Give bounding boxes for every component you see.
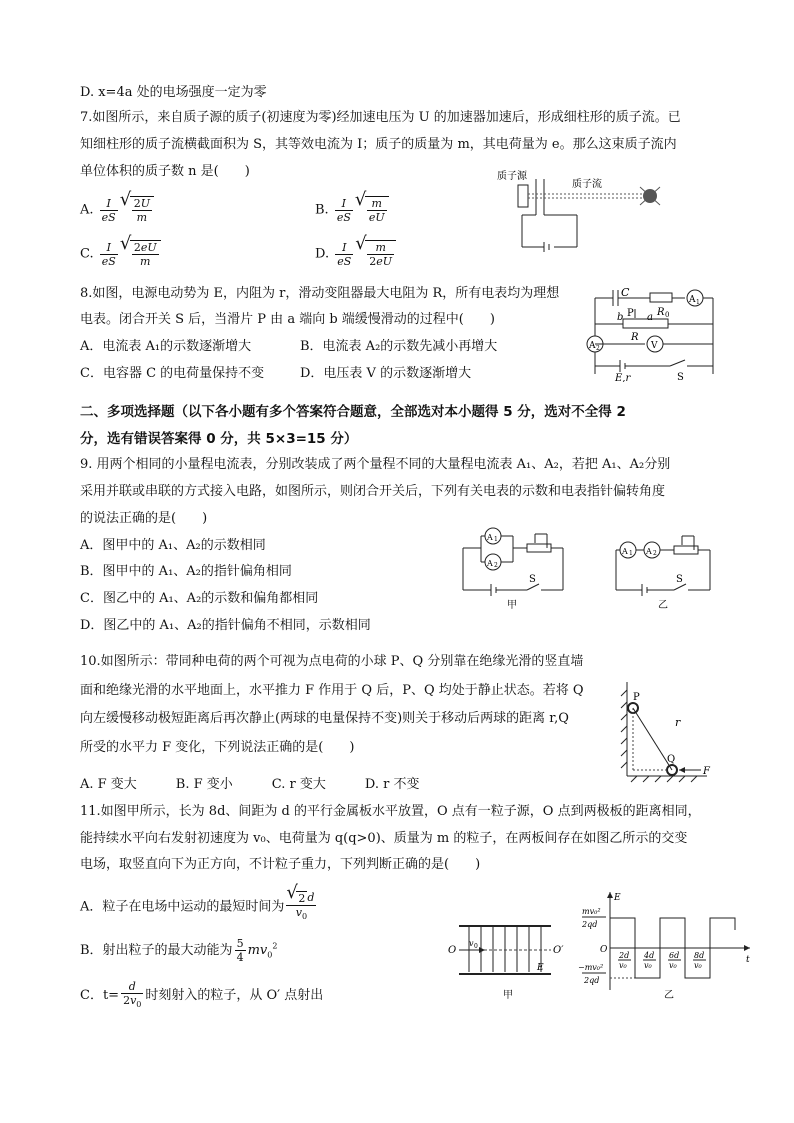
q9-figure-yi [608, 520, 723, 610]
svg-text:t: t [746, 955, 750, 965]
q11-line1: 11.如图甲所示，长为 8d、间距为 d 的平行金属板水平放置，O 点有一粒子源，O 点到两极板的距离相同， [80, 804, 701, 819]
q7-figure [492, 165, 672, 255]
q10-options: A. F 变大 B. F 变小 C. r 变大 D. r 不变 [80, 777, 420, 792]
svg-text:b: b [617, 312, 624, 323]
svg-text:V: V [651, 341, 658, 351]
q8-circuit-figure [585, 284, 725, 382]
svg-text:v₀: v₀ [619, 961, 627, 970]
svg-text:1: 1 [696, 299, 700, 306]
svg-text:0: 0 [474, 943, 478, 950]
svg-text:A: A [589, 341, 596, 351]
svg-text:A: A [622, 547, 628, 556]
q10-line3: 向左缓慢移动极短距离后再次静止(两球的电量保持不变)则关于移动后两球的距离 r,Q [80, 711, 569, 726]
svg-text:S: S [676, 574, 683, 585]
q9-option-c: C．图乙中的 A₁、A₂的示数和偏角都相同 [80, 591, 319, 606]
svg-text:v₀: v₀ [644, 961, 652, 970]
svg-text:E: E [614, 893, 621, 903]
svg-text:O: O [448, 945, 457, 956]
svg-text:r: r [675, 716, 681, 729]
q9-line1: 9. 用两个相同的小量程电流表，分别改装成了两个量程不同的大量程电流表 A₁、A₂，若把 A₁、A₂分别 [80, 457, 671, 472]
svg-text:6d: 6d [669, 951, 680, 960]
svg-text:−mv₀²: −mv₀² [578, 963, 604, 972]
svg-text:mv₀²: mv₀² [582, 907, 601, 916]
q9-fig-caption-yi: 乙 [658, 600, 668, 610]
svg-text:A: A [487, 533, 493, 542]
q7-option-a: A. $\frac{I}{eS}$ √ $\frac{2U}{m}$ [80, 196, 154, 224]
q11-option-b: B．射出粒子的最大动能为 $\frac{5}{4}$ $mv_0^2$ [80, 937, 278, 964]
q10-line2: 面和绝缘光滑的水平地面上，水平推力 F 作用于 Q 后，P、Q 均处于静止状态。若将 Q [80, 683, 584, 698]
svg-text:v₀: v₀ [694, 961, 702, 970]
q7-line2: 知细柱形的质子流横截面积为 S，其等效电流为 I；质子的质量为 m，其电荷量为 e。那么这束质子流内 [80, 137, 677, 152]
q9-option-a: A．图甲中的 A₁、A₂的示数相同 [80, 538, 266, 553]
q7-line1: 7.如图所示，来自质子源的质子(初速度为零)经加速电压为 U 的加速器加速后，形成细柱形的质子流。已 [80, 110, 681, 125]
q7-option-b: B. $\frac{I}{eS}$ √ $\frac{m}{eU}$ [315, 196, 389, 224]
q11-fig-caption-yi: 乙 [664, 990, 674, 1000]
svg-text:R: R [631, 332, 639, 343]
q11-option-c: C．t= $\frac{d}{2v_0}$ 时刻射入的粒子，从 O′ 点射出 [80, 980, 324, 1010]
q9-fig-caption-jia: 甲 [507, 600, 517, 610]
svg-text:2qd: 2qd [582, 920, 598, 929]
q9-line2: 采用并联或串联的方式接入电路，如图所示，则闭合开关后，下列有关电表的示数和电表指针偏转角度 [80, 484, 666, 499]
svg-text:v₀: v₀ [669, 961, 677, 970]
q9-figure-jia [455, 520, 575, 610]
svg-text:1: 1 [494, 536, 498, 543]
q8-line2: 电表。闭合开关 S 后，当滑片 P 由 a 端向 b 端缓慢滑动的过程中( ) [80, 312, 495, 327]
q11-figure-yi [578, 890, 756, 1000]
svg-text:2: 2 [494, 562, 498, 569]
svg-text:4d: 4d [644, 951, 655, 960]
q11-fig-caption-jia: 甲 [503, 990, 513, 1001]
svg-text:P: P [627, 308, 634, 319]
q11-line3: 电场，取竖直向下为正方向，不计粒子重力，下列判断正确的是( ) [80, 857, 481, 872]
section2-line2: 分，选有错误答案得 0 分，共 5×3=15 分） [80, 431, 358, 447]
svg-text:R: R [657, 307, 665, 318]
q8-line1: 8.如图，电源电动势为 E，内阻为 r，滑动变阻器最大电阻为 R，所有电表均为理想 [80, 286, 560, 301]
svg-text:0: 0 [665, 311, 670, 319]
svg-text:F: F [703, 766, 710, 777]
q9-line3: 的说法正确的是( ) [80, 511, 208, 526]
svg-text:E,r: E,r [615, 373, 631, 382]
q7-fig-label-flow: 质子流 [572, 179, 602, 190]
svg-text:2: 2 [653, 550, 657, 557]
q8-option-c: C．电容器 C 的电荷量保持不变 [80, 366, 265, 381]
q10-line1: 10.如图所示：带同种电荷的两个可视为点电荷的小球 P、Q 分别靠在绝缘光滑的竖直墙 [80, 654, 584, 669]
svg-text:2qd: 2qd [584, 976, 600, 985]
svg-text:S: S [529, 574, 536, 585]
svg-text:O′: O′ [553, 945, 564, 956]
q7-fig-label-source: 质子源 [497, 171, 527, 182]
svg-text:S: S [677, 372, 684, 382]
svg-text:C: C [621, 286, 630, 299]
section2-line1: 二、多项选择题（以下各小题有多个答案符合题意，全部选对本小题得 5 分，选对不全得 2 [80, 404, 626, 420]
svg-text:a: a [647, 312, 653, 323]
q11-figure-jia [445, 918, 575, 1003]
q7-option-d: D. $\frac{I}{eS}$ √ $\frac{m}{2eU}$ [315, 240, 396, 268]
svg-text:A: A [646, 547, 652, 556]
svg-text:A: A [487, 559, 493, 568]
svg-text:A: A [689, 295, 696, 305]
q11-line2: 能持续水平向右发射初速度为 v₀、电荷量为 q(q>0)、质量为 m 的粒子，在两板间存在如图乙所示的交变 [80, 831, 688, 846]
q8-option-a: A．电流表 A₁的示数逐渐增大 [80, 339, 252, 354]
q7-option-c: C. $\frac{I}{eS}$ √ $\frac{2eU}{m}$ [80, 240, 161, 268]
svg-text:2: 2 [596, 345, 600, 352]
svg-text:2d: 2d [619, 951, 630, 960]
svg-text:v: v [469, 939, 474, 948]
option-d-prev: D. x=4a 处的电场强度一定为零 [80, 85, 267, 100]
svg-text:P: P [633, 692, 640, 703]
svg-text:E: E [537, 963, 544, 973]
q11-option-a: A．粒子在电场中运动的最短时间为 √ $\frac{2 d}{v_0}$ [80, 891, 318, 923]
svg-text:1: 1 [629, 550, 633, 557]
q8-option-b: B．电流表 A₂的示数先减小再增大 [300, 339, 498, 354]
q9-option-b: B．图甲中的 A₁、A₂的指针偏角相同 [80, 564, 292, 579]
svg-text:8d: 8d [694, 951, 705, 960]
q8-option-d: D．电压表 V 的示数逐渐增大 [300, 366, 472, 381]
q9-option-d: D．图乙中的 A₁、A₂的指针偏角不相同，示数相同 [80, 618, 371, 633]
q10-figure [615, 680, 715, 784]
q10-line4: 所受的水平力 F 变化，下列说法正确的是( ) [80, 740, 355, 755]
q7-line3: 单位体积的质子数 n 是( ) [80, 164, 250, 179]
svg-text:Q: Q [667, 754, 676, 765]
svg-text:O: O [600, 945, 608, 955]
